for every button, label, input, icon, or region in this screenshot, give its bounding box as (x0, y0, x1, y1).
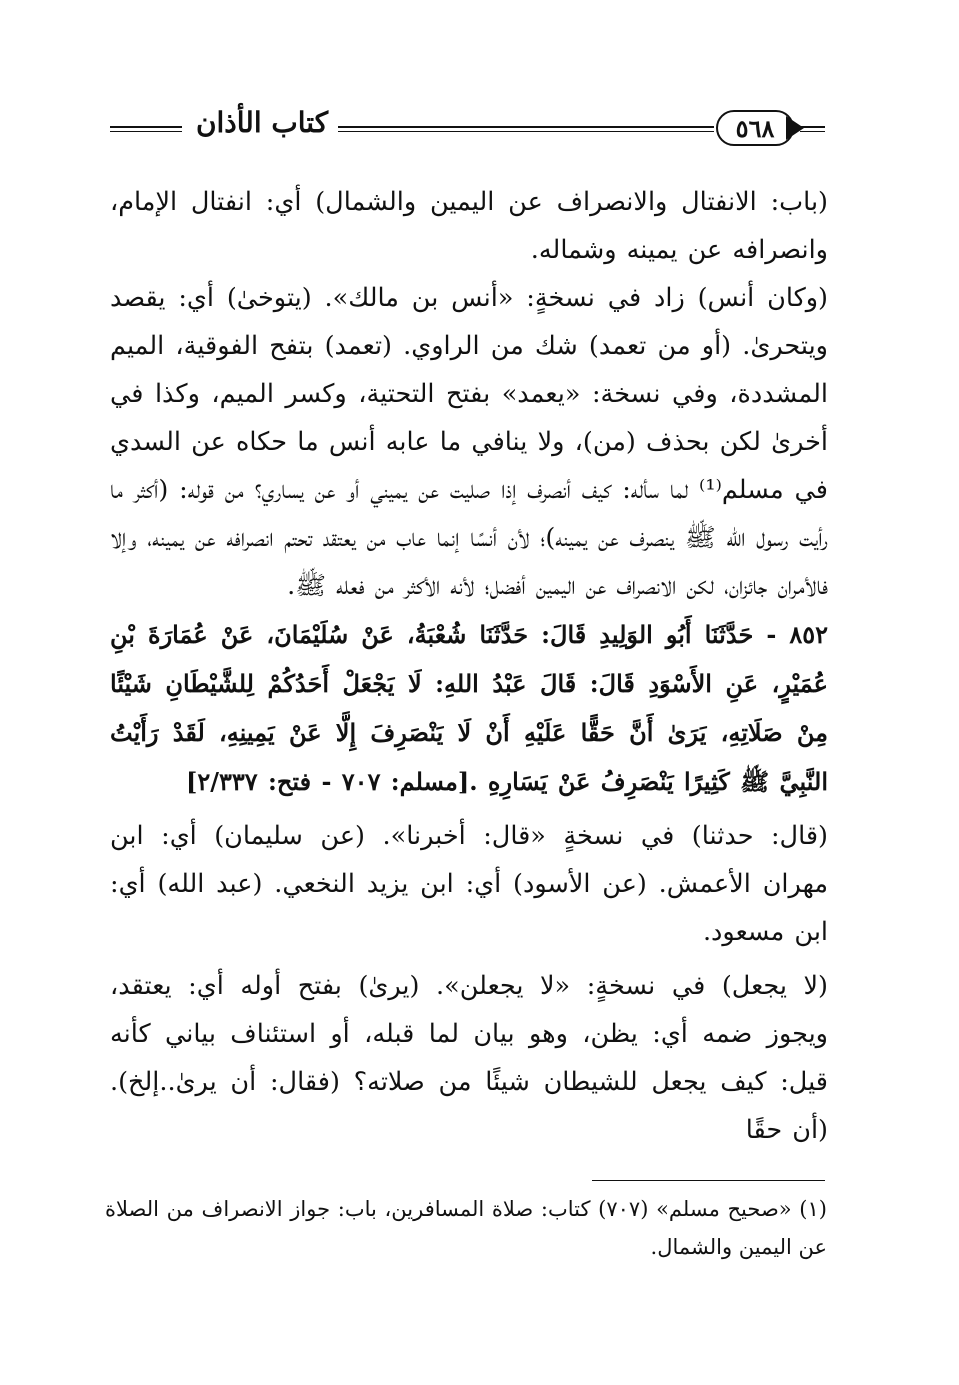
paragraph-commentary-isnad: (قال: حدثنا) في نسخةٍ «قال: أخبرنا». (عن سليمان) أي: ابن مهران الأعمش. (عن الأسود) أي: ابن يزيد النخعي. (عبد الله) أي: ابن مسعود. (110, 821, 828, 947)
page-header (110, 98, 825, 158)
running-title: كتاب الأذان (195, 106, 329, 139)
page-number-badge (716, 110, 794, 146)
paragraph-commentary-la-yajal: (لا يجعل) في نسخةٍ: «لا يجعلن». (يرىٰ) بفتح أوله أي: يعتقد، ويجوز ضمه أي: يظن، وهو بيان لما قبله، أو استئناف بياني كأنه قيل: كيف يجعل للشيطان شيئًا من صلاته؟ (فقال: أن يرىٰ..إلخ). (أن حقًا (110, 971, 828, 1145)
header-rule-middle (338, 126, 714, 132)
footnote: (١) «صحيح مسلم» (٧٠٧) كتاب: صلاة المسافرين، باب: جواز الانصراف من الصلاة عن اليمين والشمال. (105, 1197, 827, 1259)
header-rule-right (800, 126, 825, 132)
paragraph-commentary-anas: (وكان أنس) زاد في نسخةٍ: «أنس بن مالك». (يتوخىٰ) أي: يقصد ويتحرىٰ. (أو من تعمد) شك من الراوي. (تعمد) بتفح الفوقية، الميم المشددة، وفي نسخة: «يعمد» بفتح التحتية، وكسر الميم، وكذا في أخرىٰ لكن بحذف (من)، ولا ينافي ما عابه أنس ما حكاه عن السدي في مسلم⁽¹⁾ لما سأله: كيف أنصرف إذا صليت عن يميني أو عن يساري؟ من قوله: (أكثر ما رأيت رسول الله ﷺ ينصرف عن يمينه)؛ لأن أنسًا إنما عاب من يعتقد تحتم انصرافه عن يمينه، وإلا فالأمران جائزان، لكن الانصراف عن اليمين أفضل؛ لأنه الأكثر من فعله ﷺ. (110, 283, 828, 601)
paragraph-bab: (باب: الانفتال والانصراف عن اليمين والشمال) أي: انفتال الإمام، وانصرافه عن يمينه وشماله. (110, 187, 828, 265)
footnote-separator (592, 1180, 825, 1181)
page-number: ٥٦٨ (735, 113, 775, 143)
hadith-852: ٨٥٢ - حَدَّثَنَا أَبُو الوَلِيدِ قَالَ: حَدَّثَنَا شُعْبَةُ، عَنْ سُلَيْمَانَ، عَنْ عُمَارَةَ بْنِ عُمَيْرٍ، عَنِ الأَسْوَدِ قَالَ: قَالَ عَبْدُ اللهِ: لَا يَجْعَلْ أَحَدُكُمْ لِلشَّيْطَانِ شَيْئًا مِنْ صَلَاتِهِ، يَرَىٰ أَنَّ حَقًّا عَلَيْهِ أَنْ لَا يَنْصَرِفَ إِلَّا عَنْ يَمِينِهِ، لَقَدْ رَأَيْتُ النَّبِيَّ ﷺ كَثِيرًا يَنْصَرِفُ عَنْ يَسَارِهِ .[مسلم: ٧٠٧ - فتح: ٢/٣٣٧] (110, 620, 828, 796)
header-rule-left (110, 126, 182, 132)
main-text (110, 178, 828, 1154)
